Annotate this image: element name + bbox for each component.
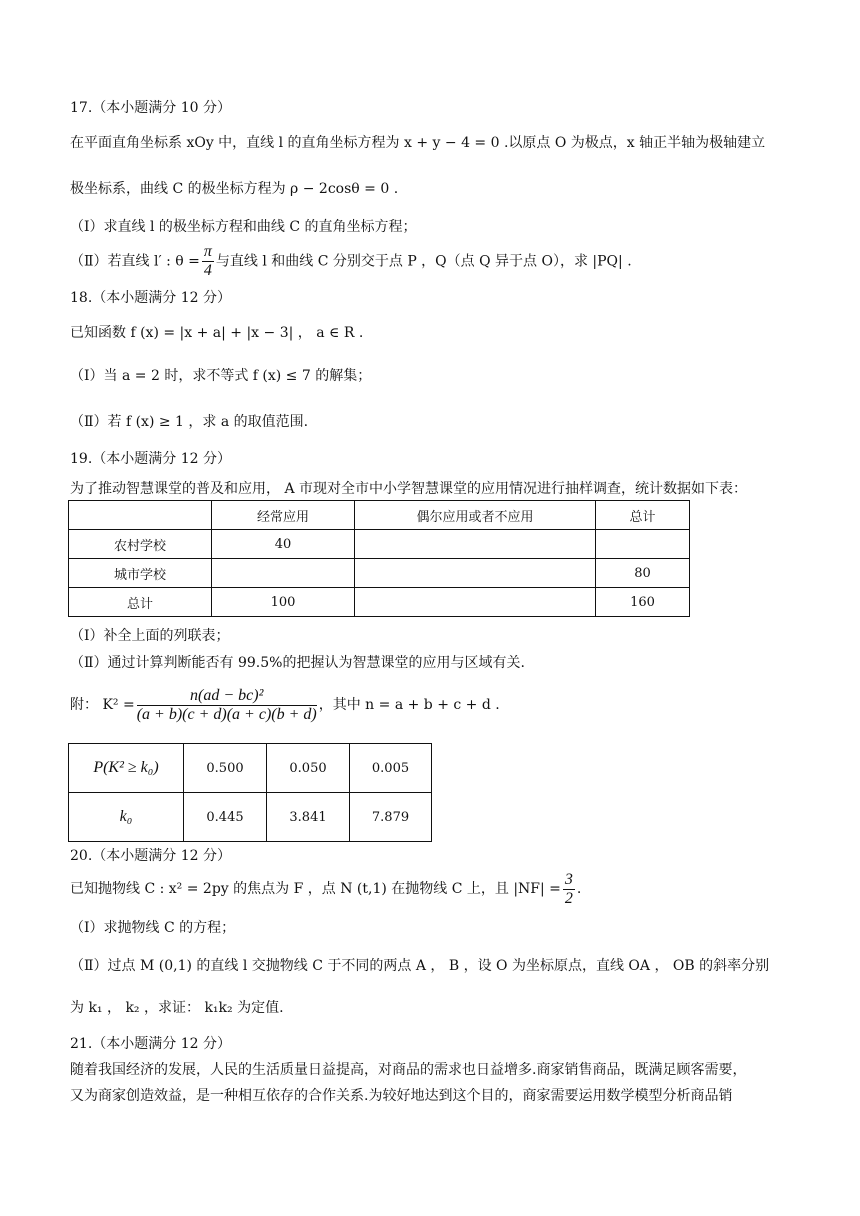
contingency-table: [68, 500, 690, 617]
table-cell: 7.879: [350, 793, 432, 842]
formula-fraction: [137, 687, 317, 724]
q18-line1: 已知函数 f (x) = |x + a| + |x − 3| ， a ∈ R .: [70, 325, 364, 341]
q17-part2-suffix: 与直线 l 和曲线 C 分别交于点 P ，Q（点 Q 异于点 O），求 |PQ| .: [215, 253, 632, 270]
q19-formula: [70, 686, 800, 724]
fraction-numerator: n(ad − bc)²: [137, 687, 317, 706]
q17-part2-prefix: （Ⅱ）若直线 l′ : θ =: [70, 253, 200, 270]
table-row: [69, 559, 690, 588]
table-cell: [355, 559, 596, 588]
table-cell: k₀: [69, 793, 184, 842]
table-row: [69, 588, 690, 617]
table-header-row: [69, 501, 690, 530]
q20-part2: （Ⅱ）过点 M (0,1) 的直线 l 交抛物线 C 于不同的两点 A ， B ，设 O 为坐标原点，直线 OA ， OB 的斜率分别: [70, 958, 770, 974]
table-header-cell: 偶尔应用或者不应用: [355, 501, 596, 530]
q18-part1: （Ⅰ）当 a = 2 时，求不等式 f (x) ≤ 7 的解集；: [70, 368, 372, 384]
q21-line2: 又为商家创造效益，是一种相互依存的合作关系.为较好地达到这个目的，商家需要运用数学模型分析商品销: [70, 1088, 733, 1104]
table-cell: [355, 530, 596, 559]
table-cell: [355, 588, 596, 617]
table-cell: 40: [212, 530, 355, 559]
q17-line2: 极坐标系，曲线 C 的极坐标方程为 ρ − 2cosθ = 0 .: [70, 181, 399, 197]
fraction-denominator: 2: [564, 889, 573, 907]
q20-part2-continued: 为 k₁ ， k₂ ，求证： k₁k₂ 为定值.: [70, 1000, 284, 1016]
fraction-numerator: 3: [564, 870, 573, 888]
q18-part2: （Ⅱ）若 f (x) ≥ 1 ，求 a 的取值范围.: [70, 414, 309, 430]
table-cell: 160: [596, 588, 690, 617]
q18-heading: 18.（本小题满分 12 分）: [70, 290, 231, 306]
table-cell: 0.005: [350, 744, 432, 793]
q19-heading: 19.（本小题满分 12 分）: [70, 451, 231, 467]
formula-prefix: 附： K² =: [70, 697, 135, 713]
q21-line1: 随着我国经济的发展，人民的生活质量日益提高，对商品的需求也日益增多.商家销售商品，既满足顾客需要，: [70, 1062, 747, 1078]
q20-heading: 20.（本小题满分 12 分）: [70, 848, 231, 864]
table-cell: [596, 530, 690, 559]
table-cell: 城市学校: [69, 559, 212, 588]
fraction-numerator: π: [203, 243, 212, 260]
q19-line1: 为了推动智慧课堂的普及和应用， A 市现对全市中小学智慧课堂的应用情况进行抽样调查，统计数据如下表：: [70, 481, 748, 497]
table-header-cell: 经常应用: [212, 501, 355, 530]
table-header-cell: 总计: [596, 501, 690, 530]
q20-fraction: [563, 871, 575, 908]
formula-suffix: ，其中 n = a + b + c + d .: [318, 697, 500, 713]
fraction-denominator: 4: [203, 262, 212, 279]
q20-part1: （Ⅰ）求抛物线 C 的方程；: [70, 920, 236, 936]
table-row: [69, 744, 432, 793]
table-cell: 农村学校: [69, 530, 212, 559]
table-cell: 3.841: [267, 793, 350, 842]
q17-part2: [70, 243, 800, 280]
critical-value-table: [68, 743, 432, 842]
q17-part1: （Ⅰ）求直线 l 的极坐标方程和曲线 C 的直角坐标方程；: [70, 219, 417, 235]
q19-part1: （Ⅰ）补全上面的列联表；: [70, 628, 230, 644]
table-cell: 80: [596, 559, 690, 588]
table-cell: 0.445: [184, 793, 267, 842]
table-cell: 100: [212, 588, 355, 617]
table-cell: [212, 559, 355, 588]
table-row: [69, 530, 690, 559]
table-row: [69, 793, 432, 842]
q17-part2-fraction: [202, 243, 214, 280]
q20-line1-prefix: 已知抛物线 C : x² = 2py 的焦点为 F ，点 N (t,1) 在抛物线 C 上，且 |NF| =: [70, 881, 561, 897]
q20-line1: [70, 870, 800, 908]
q21-heading: 21.（本小题满分 12 分）: [70, 1036, 231, 1052]
table-header-cell: [69, 501, 212, 530]
table-cell: 总计: [69, 588, 212, 617]
q20-line1-suffix: .: [576, 881, 582, 897]
q17-line1: 在平面直角坐标系 xOy 中，直线 l 的直角坐标方程为 x + y − 4 = 0 .以原点 O 为极点，x 轴正半轴为极轴建立: [70, 135, 766, 151]
table-cell: 0.500: [184, 744, 267, 793]
table-cell: P(K² ≥ k₀): [69, 744, 184, 793]
fraction-denominator: (a + b)(c + d)(a + c)(b + d): [136, 705, 317, 723]
q19-part2: （Ⅱ）通过计算判断能否有 99.5%的把握认为智慧课堂的应用与区域有关.: [70, 655, 525, 671]
table-cell: 0.050: [267, 744, 350, 793]
q17-heading: 17.（本小题满分 10 分）: [70, 100, 231, 116]
